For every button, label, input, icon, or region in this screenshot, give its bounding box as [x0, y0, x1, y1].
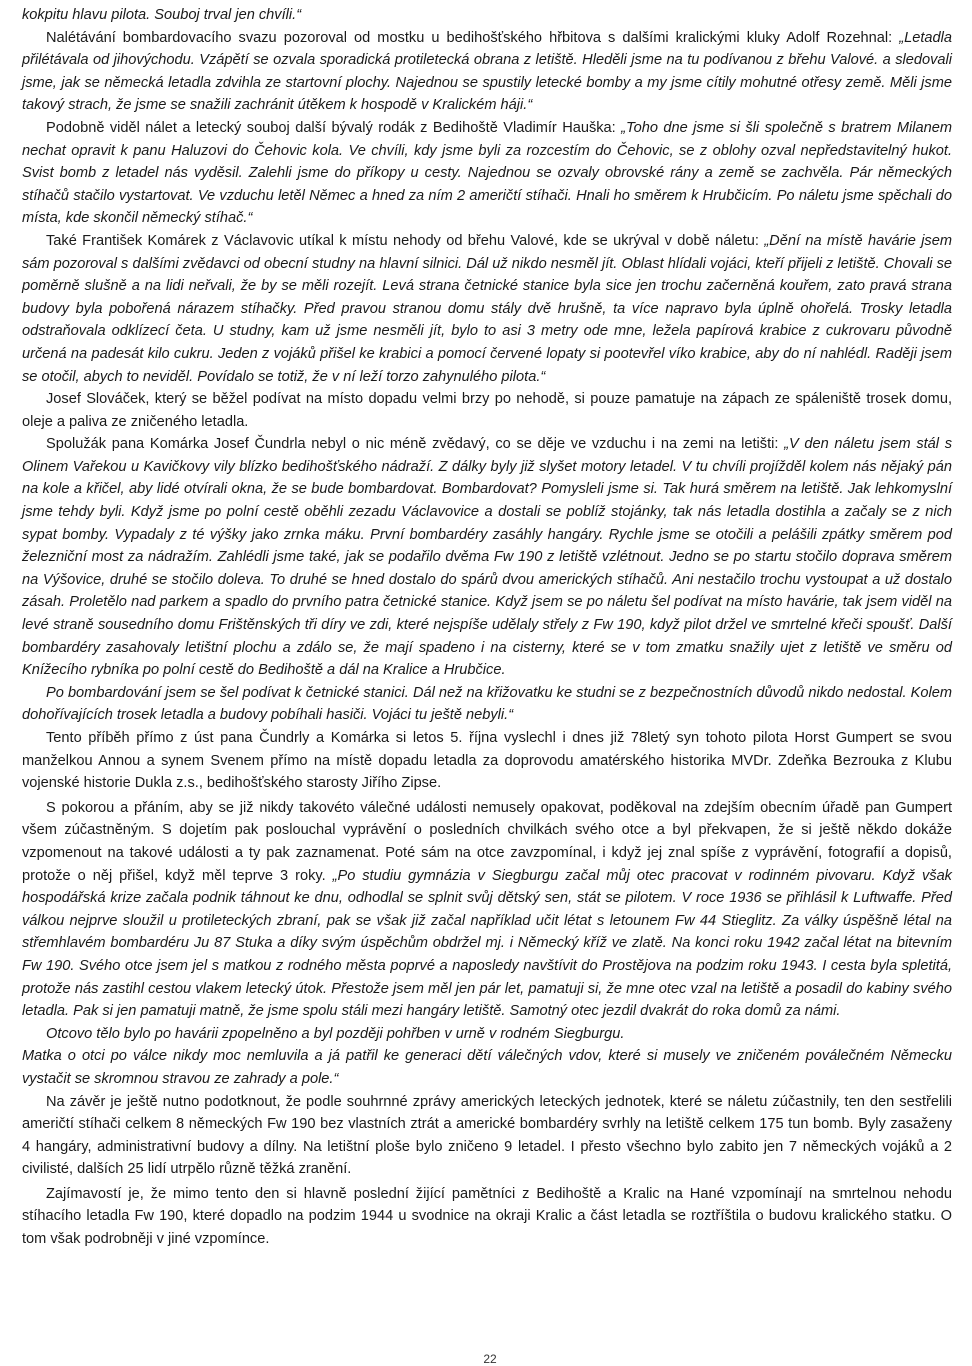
paragraph-text: Také František Komárek z Václavovic utíkal k místu nehody od břehu Valové, kde se ukrýval v době náletu:: [46, 232, 765, 249]
quote-text: „V den náletu jsem stál s Olinem Vařekou u Kavičkovy vily blízko bedihošťského nádraží. Z dálky byly již slyšet motory letadel. V tu chvíli projížděl kolem nás nějaký pán na kole a křičel, aby lidé otvírali okna, že se bude bombardovat. Bombardovat? Pomysleli jsme si. Tak hurá směrem na letiště. Jak lehkomyslní jsme tehdy byli. Když jsme po polní cestě oběhli zezadu Václavovice a dostali se poblíž stojánky, tak nás letadla dostihla a začaly se z nich sypat bomby. Vypadaly z té výšky jako zrnka máku. První bombardéry zasáhly hangáry. Rychle jsme se otočili a pelášili zpátky směrem pod železniční most za nádražím. Zahlédli jsme také, jak se podařilo dvěma Fw 190 z letiště vzlétnout. Jedno se po startu stočilo doprava směrem na Výšovice, druhé se stočilo doleva. To druhé se hned dostalo do spárů dvou amerických stíhačů. Ani nestačilo trochu vystoupat a už dostalo zásah. Proletělo nad parkem a spadlo do prvního patra četnické stanice. Když jsem se po náletu šel podívat na místo havárie, tak jsem viděl na levé straně sousedního domu Frištěnských tři díry ve zdi, které nejspíše udělaly střely z Fw 190, když pilot držel ve smrtelné křeči spoušť. Další bombardéry zasahovaly letištní plochu a zdálo se, že mají spadeno i na cisterny, které se v tom zmatku snažily ujet z letiště ve směru od Knížecího rybníka po polní cestě do Bedihoště a dál na Kralice a Hrubčice.: [22, 436, 952, 679]
page-number: 22: [483, 1352, 497, 1366]
paragraph: [22, 682, 952, 727]
paragraph-text: Nalétávání bombardovacího svazu pozoroval od mostku u bedihošťského hřbitova s dalšími kralickými kluky Adolf Rozehnal:: [46, 29, 900, 46]
paragraph: [22, 797, 952, 1023]
quote-text: Po bombardování jsem se šel podívat k četnické stanici. Dál než na křižovatku ke studni se z bezpečnostních důvodů nikdo nedostal. Kolem dohořívajících trosek letadla a budovy pobíhali hasiči. Vojáci tu ještě nebyli.“: [22, 684, 952, 724]
paragraph-text: S pokorou a přáním, aby se již nikdy takovéto válečné události nemusely opakovat, poděkoval na zdejším obecním úřadě pan Gumpert všem zúčastněným. S dojetím pak poslouchal vyprávění o posledních chvilkách svého otce a byl překvapen, že si ještě někdo dokáže vzpomenout na takové události a ty pak zaznamenat. Poté sám na otce zavzpomínal, i když jej znal spíše z vyprávění, fotografií a dopisů, protože o něj přišel, když měl teprve 3 roky.: [22, 799, 952, 884]
paragraph: [22, 433, 952, 682]
paragraph: [22, 388, 952, 433]
paragraph: [22, 230, 952, 388]
paragraph: [22, 1045, 952, 1090]
quote-text: kokpitu hlavu pilota. Souboj trval jen chvíli.“: [22, 7, 302, 23]
quote-text: „Po studiu gymnázia v Siegburgu začal můj otec pracovat v rodinném pivovaru. Když však hospodářská krize začala podnik táhnout ke dnu, odhodlal se splnit svůj dětský sen, stát se pilotem. V roce 1936 se přihlásil k Luftwaffe. Před válkou nejprve sloužil u protileteckých zbraní, pak se však již začal například učit létat s letounem Fw 44 Stieglitz. Za války úspěšně létal na střemhlavém bombardéru Ju 87 Stuka a díky svým úspěchům obdržel mj. i Německý kříž ve zlatě. Na konci roku 1942 začal létat na bitevním Fw 190. Svého otce jsem jel s matkou z rodného města poprvé a naposledy navštívit do Prostějova na podzim roku 1943. I cesta byla spletitá, protože nás zastihl cestou vlakem letecký útok. Přestože jsem měl jen pár let, pamatuji si, že mne otec vzal na letiště a posadil do kabiny svého letadla. Pak si jen pamatuji matně, že jsme spolu stáli mezi hangáry letiště. Samotný otec jezdil dvakrát do roka domů za námi.: [22, 867, 952, 1020]
paragraph: [22, 117, 952, 230]
quote-text: „Letadla přilétávala od jihovýchodu. Vzápětí se ozvala sporadická protiletecká obrana z letiště. Hleděli jsme na tu podívanou z břehu Valové. a sledovali jsme, jak se německá letadla zdvihla ze startovní plochy. Najednou se spustily letecké bomby a my jsme cítily mohutné otřesy země. Měli jsme takový strach, že jsme se snažili zachránit útěkem k hospodě v Kralickém háji.“: [22, 29, 952, 114]
paragraph-text: Na závěr je ještě nutno podotknout, že podle souhrnné zprávy amerických leteckých jednotek, které se náletu zúčastnily, ten den sestřelili američtí stíhači celkem 8 německých Fw 190 bez vlastních ztrát a americké bombardéry svrhly na letiště celkem 175 tun bomb. Byly zasaženy 4 hangáry, administrativní budovy a dílny. Na letištní ploše bylo zničeno 9 letadel. I přesto všechno bylo zabito jen 7 německých vojáků a 2 civilisté, dalších 25 lidí utrpělo různě těžká zranění.: [22, 1093, 952, 1178]
paragraph: [22, 1023, 952, 1046]
paragraph-text: Zajímavostí je, že mimo tento den si hlavně poslední žijící pamětníci z Bedihoště a Kralic na Hané vzpomínají na smrtelnou nehodu stíhacího letadla Fw 190, které dopadlo na podzim 1944 u svodnice na okraji Kralic a část letadla se roztříštila o budovu kralického statku. O tom však podrobněji v jiné vzpomínce.: [22, 1185, 952, 1248]
paragraph: [22, 1091, 952, 1181]
quote-text: „Dění na místě havárie jsem sám pozoroval s dalšími zvědavci od obecní studny na hlavní silnici. Dál už nikdo nesměl jít. Oblast hlídali vojáci, kteří přijeli z letiště. Chovali se poměrně slušně a na lidi neřvali, že by se měli rozejít. Levá strana četnické stanice byla sice jen trochu začerněná kouřem, zato pravá strana budovy byla pobořená nárazem stíhačky. Před pravou stranou domu stály dvě hrušně, ta více napravo byla úplně ohořelá. Trosky letadla odstraňovala odklízecí četa. U studny, kam už jsme nesměli jít, bylo to asi 3 metry ode mne, ležela papírová krabice z cukrovaru původně určená na padesát kilo cukru. Jeden z vojáků přišel ke krabici a pomocí červené lopaty si pootevřel víko krabice, aby do ní nahlédl. Raději jsem se otočil, abych to neviděl. Povídalo se totiž, že v ní leží torzo zahynulého pilota.“: [22, 232, 953, 385]
paragraph-text: Spolužák pana Komárka Josef Čundrla nebyl o nic méně zvědavý, co se děje ve vzduchu i na zemi na letišti:: [46, 436, 785, 453]
article-body: [22, 4, 952, 1251]
paragraph-text: Podobně viděl nálet a letecký souboj další bývalý rodák z Bedihoště Vladimír Hauška:: [46, 119, 622, 136]
paragraph: [22, 4, 952, 27]
quote-text: „Toho dne jsme si šli společně s bratrem Milanem nechat opravit k panu Haluzovi do Čehovic kola. Ve chvíli, kdy jsme byli za rozcestím do Čehovic, se z oblohy ozval nepředstavitelný hukot. Svist bomb z letadel nás vyděsil. Zalehli jsme do příkopy u cesty. Najednou se ozvaly obrovské rány a země se zachvěla. Pár německých stíhačů stačilo vystartovat. Ve vzduchu letěl Němec a hned za ním 2 američtí stíhači. Hnali ho směrem k Hrubčicím. Po náletu jsme spěchali do místa, kde skončil německý stíhač.“: [22, 119, 953, 227]
quote-text: Matka o otci po válce nikdy moc nemluvila a já patřil ke generaci dětí válečných vdov, které si musely ve zničeném poválečném Německu vystačit se skromnou stravou ze zahrady a pole.“: [22, 1048, 952, 1087]
paragraph-text: Tento příběh přímo z úst pana Čundrly a Komárka si letos 5. října vyslechl i dnes již 78letý syn tohoto pilota Horst Gumpert se svou manželkou Annou a synem Svenem přímo na místě dopadu letadla za doprovodu amatérského historika MVDr. Zdeňka Bezrouka z Klubu vojenské historie Dukla z.s., bedihošťského starosty Jiřího Zipse.: [22, 730, 952, 792]
paragraph: [22, 1183, 952, 1251]
paragraph: [22, 727, 952, 795]
quote-text: Otcovo tělo bylo po havárii zpopelněno a byl později pohřben v urně v rodném Siegburgu.: [46, 1025, 625, 1042]
paragraph: [22, 27, 952, 117]
paragraph-text: Josef Slováček, který se běžel podívat na místo dopadu velmi brzy po nehodě, si pouze pamatuje na zápach ze spáleniště trosek domu, oleje a paliva ze zničeného letadla.: [22, 391, 952, 430]
